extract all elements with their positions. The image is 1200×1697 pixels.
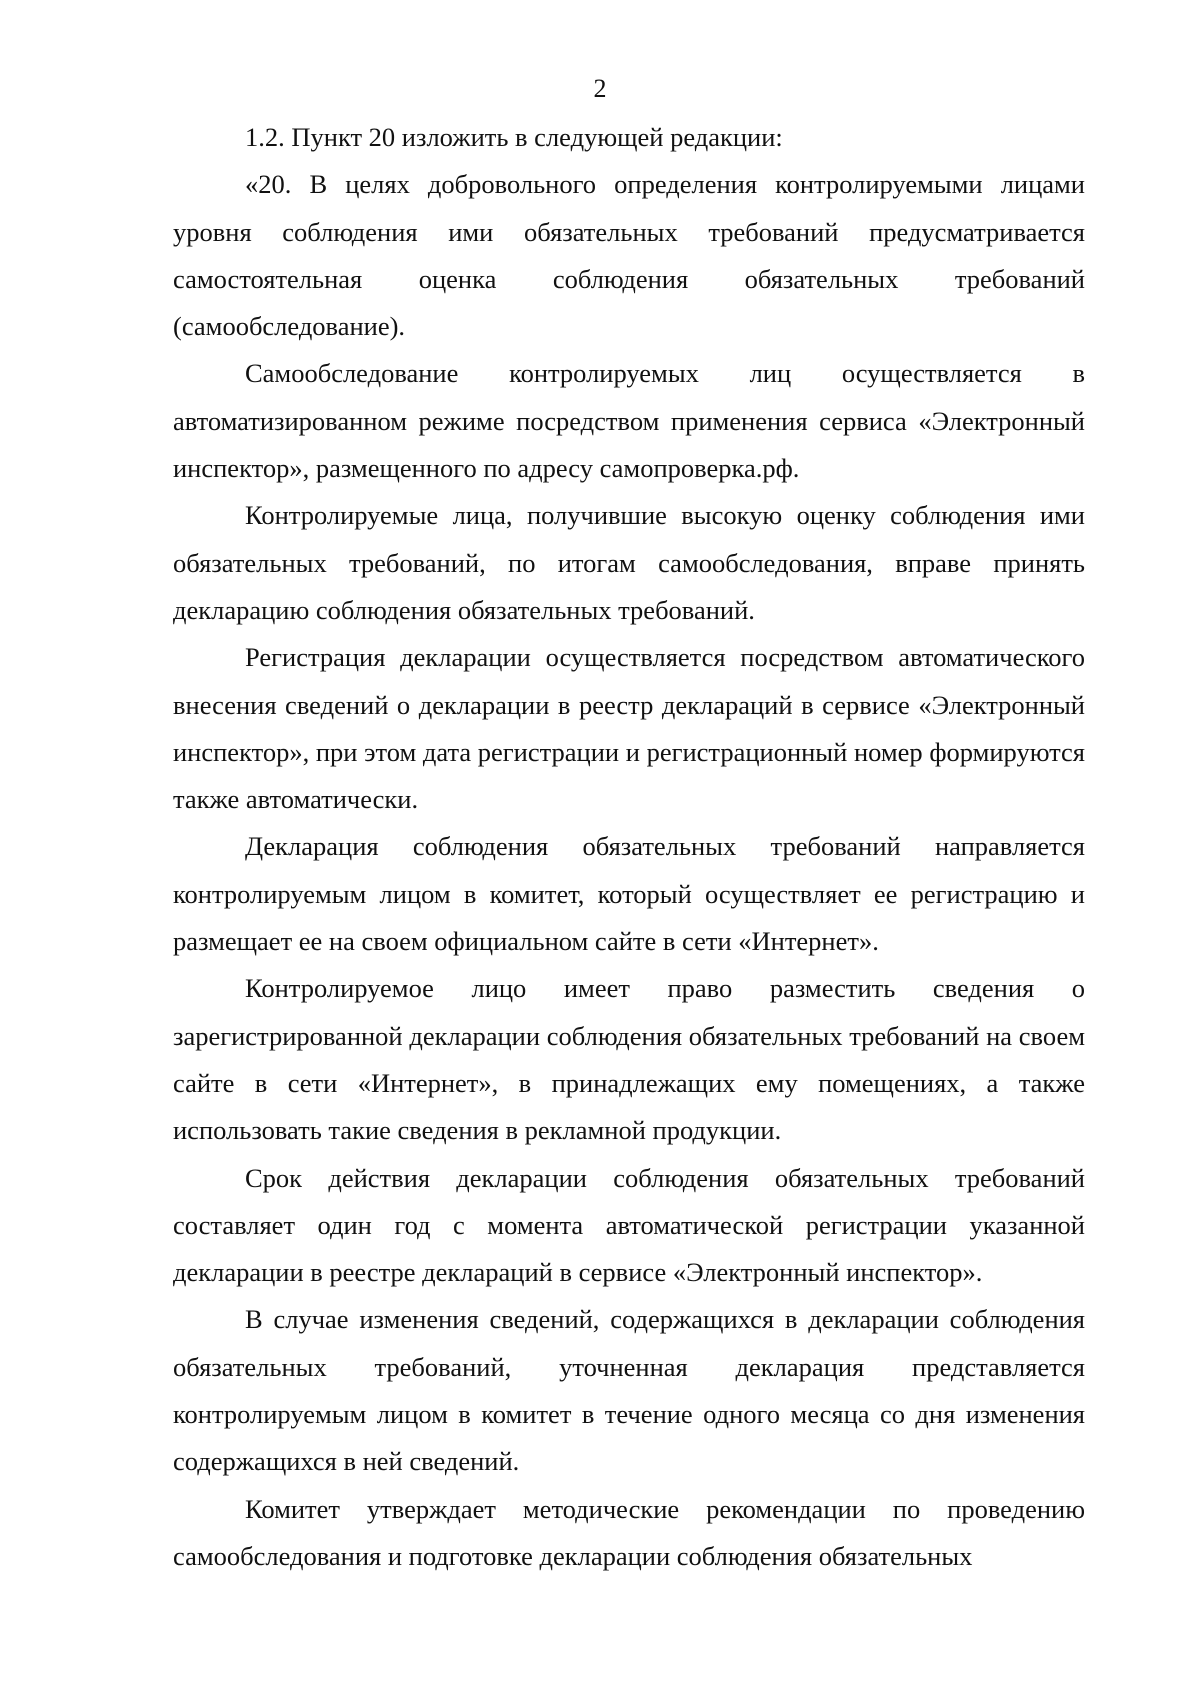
paragraph-declaration-submission: Декларация соблюдения обязательных требований направляется контролируемым лицом в комитет, который осуществляет ее регистрацию и размещает ее на своем официальном сайте в сети «Интернет». <box>173 831 1085 957</box>
paragraph-methodical-recommendations: Комитет утверждает методические рекомендации по проведению самообследования и подготовке декларации соблюдения обязательных <box>173 1493 1085 1571</box>
paragraph-electronic-inspector: Самообследование контролируемых лиц осуществляется в автоматизированном режиме посредством применения сервиса «Электронный инспектор», размещенного по адресу самопроверка.рф. <box>173 358 1085 484</box>
page-number: 2 <box>593 74 607 103</box>
paragraph-self-assessment: «20. В целях добровольного определения контролируемыми лицами уровня соблюдения ими обязательных требований предусматривается самостоятельная оценка соблюдения обязательных требований (самообследование). <box>173 169 1085 342</box>
document-body <box>173 114 1085 1580</box>
paragraph-declaration-registration: Регистрация декларации осуществляется посредством автоматического внесения сведений о декларации в реестр деклараций в сервисе «Электронный инспектор», при этом дата регистрации и регистрационный номер формируются также автоматически. <box>173 642 1085 815</box>
paragraph-declaration-validity: Срок действия декларации соблюдения обязательных требований составляет один год с момента автоматической регистрации указанной декларации в реестре деклараций в сервисе «Электронный инспектор». <box>173 1162 1085 1288</box>
paragraph-declaration-right: Контролируемые лица, получившие высокую оценку соблюдения ими обязательных требований, по итогам самообследования, вправе принять декларацию соблюдения обязательных требований. <box>173 500 1085 625</box>
paragraph-amendment-intro: 1.2. Пункт 20 изложить в следующей редакции: <box>245 122 783 152</box>
paragraph-declaration-publication: Контролируемое лицо имеет право разместить сведения о зарегистрированной декларации соблюдения обязательных требований на своем сайте в сети «Интернет», в принадлежащих ему помещениях, а также использовать такие сведения в рекламной продукции. <box>173 973 1085 1146</box>
paragraph-declaration-update: В случае изменения сведений, содержащихся в декларации соблюдения обязательных требований, уточненная декларация представляется контролируемым лицом в комитет в течение одного месяца со дня изменения содержащихся в ней сведений. <box>173 1304 1085 1477</box>
